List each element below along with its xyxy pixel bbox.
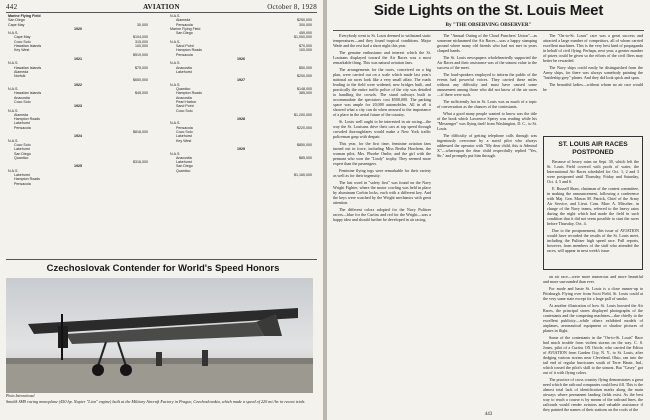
station-name: Hampton Roads bbox=[176, 48, 202, 53]
paragraph: At another illustration of how St. Louis boosted the Air Races, the principal stores displayed photographs of the contestants and the competing machines—due chiefly to the excellent publicity—while others exhibited models of airplanes, aeronautical equipment or shadow pictures of planes in flight. bbox=[543, 303, 643, 333]
station-name: Lakehurst bbox=[14, 147, 30, 152]
table-row bbox=[170, 173, 312, 177]
station-name: N.A.S. bbox=[8, 168, 19, 173]
wheel-rear bbox=[120, 364, 132, 376]
journal-name: AVIATION bbox=[143, 3, 180, 11]
paragraph: The "On-to-St. Louis" race was a great success and attracted a large number of competitors, all of whom carried excellent machines. This is the very best kind of propaganda in behalf of civil flying. Perhaps, next year, a greater number of prizes could be given so the efforts of the civil fliers may better be rewarded. bbox=[543, 33, 643, 63]
byline-rule bbox=[333, 30, 644, 31]
station-name: Coco Solo bbox=[14, 39, 31, 44]
station-name: Hawaiian Islands bbox=[14, 44, 42, 49]
article-byline: By "THE OBSERVING OBSERVER" bbox=[445, 22, 532, 28]
amount: 100,000 bbox=[135, 44, 148, 49]
ground bbox=[6, 362, 313, 393]
station-name: Alameda bbox=[176, 18, 191, 23]
paragraph: The practice of cross country flying demonstrates a great need which the railroad companies could best fill. This is the almost total lack of identification marks along the main airways where permanent landing fields exist. As the best way to reach a course is by means of the railroad lines, the railroads would render aviators and valuable assistance if they painted the names of their stations on the roofs of the bbox=[543, 377, 643, 412]
station-name: Quantico bbox=[176, 168, 191, 173]
amount: 385,000 bbox=[299, 91, 312, 96]
paragraph: Due to the postponement, this issue of AVIATION would have recorded the results of the St. Louis meet, including the Pulitzer high speed race. Full reports, however, from members of the staff who attended the races, will appear in next week's issue. bbox=[547, 228, 639, 253]
amount: $104,000 bbox=[133, 35, 148, 40]
station-name: Hampton Roads bbox=[14, 177, 40, 182]
station-name: N.A.S. bbox=[170, 151, 181, 156]
article-title: Czechoslovak Contender for World's Speed Honors bbox=[46, 263, 280, 274]
station-name: Coco Solo bbox=[176, 130, 193, 135]
amount: $50,000 bbox=[299, 65, 312, 70]
station-name: Coco Solo bbox=[14, 142, 31, 147]
station-name: N.A.S. bbox=[170, 61, 181, 66]
station-name: Hawaiian Islands bbox=[14, 65, 42, 70]
figure-1 bbox=[156, 352, 162, 366]
left-folio: 442 bbox=[6, 3, 18, 11]
station-name: N.A.S. bbox=[170, 121, 181, 126]
photo-credit: Photo International bbox=[6, 394, 35, 398]
station-name: Pensacola bbox=[176, 125, 193, 130]
station-name: Coco Solo bbox=[14, 99, 31, 104]
table-year-heading: 1926 bbox=[237, 56, 245, 61]
notice-body bbox=[547, 159, 639, 253]
station-name: N.A.S. bbox=[8, 108, 19, 113]
station-name: Hawaiian Islands bbox=[14, 91, 42, 96]
amount: 315,000 bbox=[135, 39, 148, 44]
amount: 450,000 bbox=[299, 31, 312, 36]
station-name: N.A.S. bbox=[170, 39, 181, 44]
appropriations-table-col-1 bbox=[8, 14, 148, 258]
paragraph: The sufficiently hot in St. Louis was as much of a topic of conversation as the chances of the contestants. bbox=[437, 99, 537, 109]
table-year-heading: 1924 bbox=[74, 134, 82, 139]
station-name: Alameda bbox=[14, 69, 29, 74]
right-page bbox=[327, 0, 650, 420]
station-name: Norfolk bbox=[14, 74, 26, 79]
table-year-heading: 1923 bbox=[74, 104, 82, 109]
paragraph: The "Annual Outing of the Cloud Punchers' Union"—as someone nicknamed the Air Races—was a happy stamping ground where many old friends who had not met in years clasped hands. bbox=[437, 33, 537, 53]
station-name: N.A.S. bbox=[8, 138, 19, 143]
station-name: Anacostia bbox=[176, 155, 192, 160]
amount: 300,000 bbox=[299, 22, 312, 27]
station-name: Sand Point bbox=[176, 104, 194, 109]
station-name: Pensacola bbox=[14, 125, 31, 130]
paragraph: For mode and haste St. Louis is a close runner-up to Pittsburgh. Flying over from Scott Field, St. Louis could at the very same state except for a large pall of smoke. bbox=[543, 286, 643, 301]
paragraph: The different colors adopted for the Navy Pulitzer racers—blue for the Curtiss and red for the Wright—was a happy idea and should further be developed in air racing. bbox=[333, 207, 431, 222]
monoplane-illustration bbox=[6, 278, 313, 393]
station-name: Pearl Harbor bbox=[176, 99, 197, 104]
station-name: Pensacola bbox=[176, 52, 193, 57]
appropriations-table-col-2 bbox=[170, 14, 312, 258]
amount: $1,200,000 bbox=[294, 112, 312, 117]
article-column-3-bottom bbox=[543, 274, 643, 412]
table-year-heading: 1922 bbox=[74, 82, 82, 87]
station-name: Anacostia bbox=[176, 95, 192, 100]
article-column-3-top bbox=[543, 33, 643, 133]
figure-2 bbox=[202, 350, 208, 366]
amount: $850,000 bbox=[297, 142, 312, 147]
station-name: San Diego bbox=[176, 164, 193, 169]
station-name: N.A.S. bbox=[8, 61, 19, 66]
station-name: Pensacola bbox=[176, 22, 193, 27]
paragraph: What a good many people wanted to know was the title of the book which Lawrence Sperry was reading while his "Messenger" was flying itself from Washington, D. C., to St. Louis. bbox=[437, 111, 537, 131]
station-name: N.A.S. bbox=[8, 87, 19, 92]
station-name: N.A.S. bbox=[170, 82, 181, 87]
station-name: Quantico bbox=[14, 155, 29, 160]
paragraph: Because of heavy rains on Sept. 30, which left the St. Louis Field covered with pools of water, the International Air Races scheduled for Oct. 1, 2 and 3 were postponed until Thursday, Friday and Saturday, Oct. 4, 5 and 6. bbox=[547, 159, 639, 184]
station-name: Marine Flying Field bbox=[8, 14, 41, 18]
station-name: Hampton Roads bbox=[176, 91, 202, 96]
paragraph: St. Louis well ought to be interested in air racing—the way the St. Louisans drive their cars at top speed through crowded thoroughfares would make a New York traffic policeman gasp with despair. bbox=[333, 119, 431, 139]
amount: 30,000 bbox=[137, 22, 148, 27]
amount: $200,000 bbox=[297, 74, 312, 79]
amount: 100,000 bbox=[299, 48, 312, 53]
station-name: Key West bbox=[176, 138, 192, 143]
amount: $45,000 bbox=[135, 91, 148, 96]
station-name: N.A.S. bbox=[8, 31, 19, 36]
station-name: Alameda bbox=[14, 112, 29, 117]
station-name: Cape May bbox=[14, 35, 31, 40]
wheel-front bbox=[92, 364, 104, 376]
paragraph: The St. Louis newspapers wholeheartedly supported the Air Races and their assistance was of the utmost value to the success of the meet. bbox=[437, 55, 537, 70]
station-name: San Diego bbox=[176, 31, 193, 36]
table-row bbox=[8, 182, 148, 186]
amount: $70,000 bbox=[299, 44, 312, 49]
amount: $250,000 bbox=[297, 18, 312, 23]
section-rule bbox=[6, 259, 317, 260]
station-name: N.A.S. bbox=[170, 14, 181, 18]
station-name: Lakehurst bbox=[176, 134, 192, 139]
table-year-heading: 1920 bbox=[74, 26, 82, 31]
amount: $148,000 bbox=[297, 87, 312, 92]
paragraph: The loud-speakers employed to inform the public of the events had powerful voices. They carried these miles without any difficulty and must have caused some amusement among those who did not know of the air races—if there were such. bbox=[437, 72, 537, 97]
station-name: Lakehurst bbox=[14, 121, 30, 126]
paragraph: Some of the contestants in the "On-to-St. Louis" Race had much trouble from violent storms on the way. C. S. Jones, pilot of a Curtiss OX Oriole, who carried the Editor of AVIATION from Garden City, N. Y., to St. Louis, after dodging various storms near Cleveland, Ohio, ran into the tail end of regular hurricanes south of Terre Haute, Ind., which tossed the pilot's skill to the utmost. But "Casey" got out of it with flying colors. bbox=[543, 335, 643, 375]
station-name: Hampton Roads bbox=[14, 117, 40, 122]
amount: $1,160,000 bbox=[294, 172, 312, 177]
aircraft-photo bbox=[6, 278, 313, 393]
table-year-heading: 1925 bbox=[74, 164, 82, 169]
amount: $650,000 bbox=[133, 78, 148, 83]
paragraph: Everybody went to St. Louis deemed to withstand static temperatures—and they found tropical conditions. Major Wade and the rest had a short night this year. bbox=[333, 33, 431, 48]
station-name: Pensacola bbox=[14, 181, 31, 186]
paragraph: The arrangements for the races, conceived on a big plan, were carried out on a scale which made last year's national air races look like a very small affair. The roads leading to the field were widened, new bridges built, and practically the entire traffic police of the city was detailed to handling the crowds. The stand railways built to accommodate the spectators cost $500,000. The parking space was ample for 20,000 automobiles. All in all it showed what a city can do when aroused to the importance of a place in the aerial future of the country. bbox=[333, 67, 431, 117]
amount: $818,000 bbox=[133, 130, 148, 135]
paragraph: E. Russell Shaw, chairman of the contest committee, in making the announcement, following a conference with Maj. Gen. Mason M. Patrick, Chief of the Army Air Service, and Lieut. Com. Marc A. Mitscher, in charge of the Navy teams, referred to the heavy rains during the night which had made the field in such condition that it did not seem possible to start the races before Thursday, Oct. 4. bbox=[547, 186, 639, 226]
table-year-heading: 1921 bbox=[74, 56, 82, 61]
amount: $1,000,000 bbox=[294, 35, 312, 40]
amount: $220,000 bbox=[297, 125, 312, 130]
amount: $519,000 bbox=[133, 52, 148, 57]
station-name: Marine Flying Field bbox=[170, 26, 201, 31]
paragraph: The Navy ships could easily be distinguished from the Army ships, for there was always somebody painting the "battleship grey" planes. And they did look spick and span. bbox=[543, 65, 643, 80]
paragraph: Feminine flying togs were remarkable for their variety as well as for their ingenuity. bbox=[333, 168, 431, 178]
notice-heading: ST. LOUIS AIR RACES POSTPONED bbox=[558, 141, 628, 156]
issue-date: October 8, 1928 bbox=[267, 3, 317, 11]
article-headline: Side Lights on the St. Louis Meet bbox=[373, 2, 604, 19]
station-name: Anacostia bbox=[176, 65, 192, 70]
paragraph: an air race—were more numerous and more beautiful and more surrounded than ever. bbox=[543, 274, 643, 284]
station-name: Sand Point bbox=[176, 44, 194, 49]
station-name: San Diego bbox=[14, 151, 31, 156]
paragraph: The genuine enthusiasm and interest which the St. Louisans displayed toward the Air Races was a most remarkable thing. This was natural aviation fans. bbox=[333, 50, 431, 65]
amount: $85,000 bbox=[299, 155, 312, 160]
paragraph: This year, for the first time, feminine aviation fans turned out in force, including Miss Bertha Horchem, the woman pilot, Mrs. Phoebe Omlie, and the girl with the pennant who won the "Lindy" trophy. They seemed more expert than the passengers. bbox=[333, 141, 431, 166]
paragraph: The last word in "safety first" was found on the Navy Wright Fighter, where the motor cowling was held in place by aluminum Corbin locks, each with a different key. And the keys were watched by the Wright mechanics with great attention. bbox=[333, 180, 431, 205]
article-column-2 bbox=[437, 33, 537, 413]
right-folio: 443 bbox=[484, 412, 493, 417]
station-name: Key West bbox=[14, 48, 30, 53]
table-year-heading: 1928 bbox=[237, 117, 245, 122]
amount: $75,000 bbox=[135, 65, 148, 70]
postponement-notice bbox=[543, 136, 643, 270]
paragraph: The beautiful ladies—without whom no air race would be bbox=[543, 82, 643, 92]
article-column-1 bbox=[333, 33, 431, 413]
table-year-heading: 1927 bbox=[237, 78, 245, 83]
station-name: Lakehurst bbox=[176, 160, 192, 165]
left-page bbox=[0, 0, 323, 420]
station-name: Anacostia bbox=[14, 95, 30, 100]
header-rule bbox=[6, 12, 317, 13]
station-name: Quantico bbox=[176, 87, 191, 92]
station-name: San Diego bbox=[8, 18, 25, 23]
amount: $316,000 bbox=[133, 160, 148, 165]
station-name: Coco Solo bbox=[176, 108, 193, 113]
station-name: Lakehurst bbox=[176, 69, 192, 74]
photo-caption: Smolik SM9 racing monoplane (450 hp. Napier "Lion" engine) built at the Military Aircraft Factory in Prague, Czechoslovakia, which made a speed of 220 mi./hr. in recent trials bbox=[6, 399, 305, 404]
station-name: Lakehurst bbox=[14, 172, 30, 177]
paragraph: The difficulty of getting telephone calls through was ingeniously overcome by a naval pilot who always addressed the operator with "My dear child, this is Admiral X"—whereupon the dear child respectfully replied "Yes, Sir," and promptly put him through. bbox=[437, 133, 537, 158]
table-year-heading: 1929 bbox=[237, 147, 245, 152]
station-name: Cape May bbox=[8, 22, 25, 27]
